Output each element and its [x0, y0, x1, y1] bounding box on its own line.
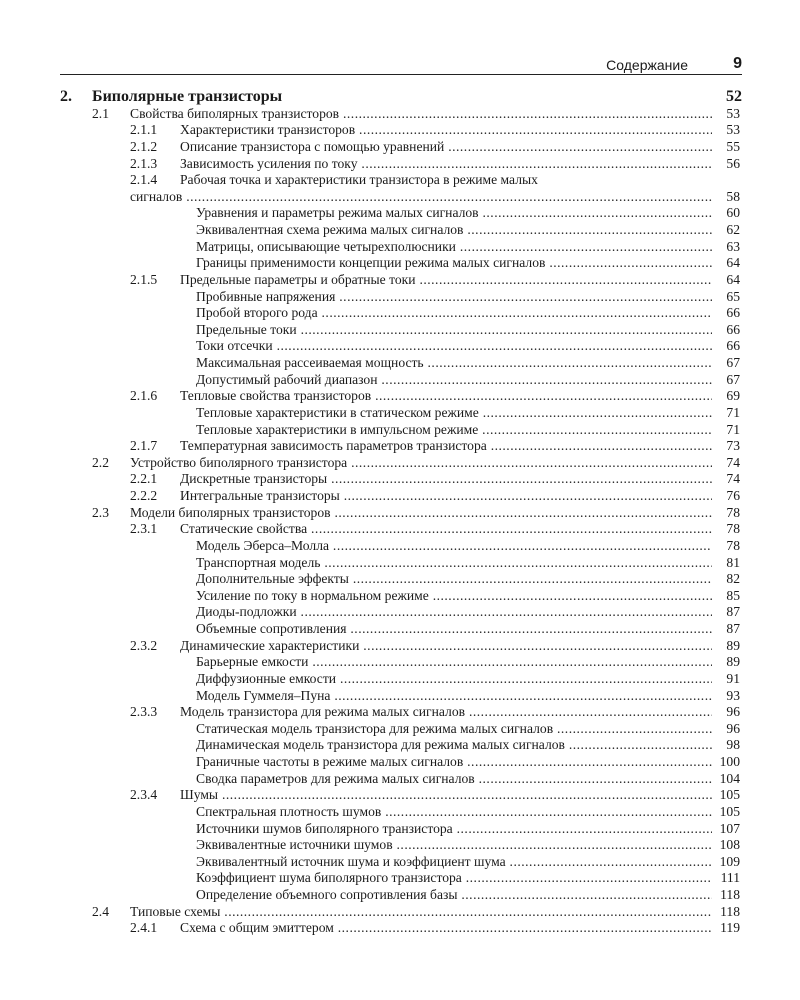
toc-page: 53 [726, 122, 740, 138]
toc-page: 104 [719, 770, 740, 786]
toc-entry[interactable] [0, 804, 800, 821]
toc-entry[interactable] [0, 172, 800, 189]
toc-title: Коэффициент шума биполярного транзистора ..... [196, 870, 712, 887]
toc-page: 64 [726, 271, 740, 287]
toc-entry-chapter[interactable] [0, 89, 800, 106]
toc-title: Эквивалентная схема режима малых сигналов ..... [196, 222, 712, 239]
toc-entry[interactable] [0, 588, 800, 605]
toc-title: Свойства биполярных транзисторов ..... [130, 106, 712, 123]
toc-page: 111 [720, 870, 740, 886]
toc-entry[interactable] [0, 638, 800, 655]
toc-entry[interactable] [0, 704, 800, 721]
toc-entry[interactable] [0, 604, 800, 621]
toc-page: 91 [726, 670, 740, 686]
toc-page: 67 [726, 371, 740, 387]
toc-title: Сводка параметров для режима малых сигналов ..... [196, 771, 712, 788]
page-number: 9 [733, 55, 742, 72]
toc-page: 66 [726, 321, 740, 337]
toc-page: 62 [726, 222, 740, 237]
toc-entry[interactable] [0, 521, 800, 538]
toc-title: Предельные параметры и обратные токи ..... [180, 272, 712, 289]
toc-title: Диоды-подложки ..... [196, 604, 712, 621]
toc-number: 2.2.2 [130, 488, 158, 503]
toc-number: 2.1.1 [130, 122, 158, 138]
toc-title: Шумы ..... [180, 787, 712, 804]
toc-page: 71 [726, 421, 740, 437]
toc-title: Зависимость усиления по току ..... [180, 156, 712, 173]
toc-page: 69 [726, 388, 740, 404]
toc-page: 53 [726, 105, 740, 121]
header-rule [60, 74, 742, 75]
toc-page: 67 [726, 355, 740, 370]
toc-title: Источники шумов биполярного транзистора ..... [196, 821, 712, 838]
toc-title: Температурная зависимость параметров транзистора ..... [180, 438, 712, 455]
toc-entry[interactable] [0, 272, 800, 289]
toc-entry[interactable] [0, 920, 800, 937]
toc-entry[interactable] [0, 737, 800, 754]
toc-title: Объемные сопротивления ..... [196, 621, 712, 638]
toc-title: Типовые схемы ..... [130, 904, 712, 921]
toc-entry[interactable] [0, 821, 800, 838]
toc-title: Максимальная рассеиваемая мощность ..... [196, 355, 712, 372]
toc-title: Усиление по току в нормальном режиме ..... [196, 588, 712, 605]
toc-entry[interactable] [0, 355, 800, 372]
toc-title: Матрицы, описывающие четырехполюсники ..... [196, 239, 712, 256]
toc-number: 2.3.1 [130, 521, 158, 537]
toc-page: 108 [719, 837, 740, 853]
toc-entry[interactable] [0, 721, 800, 738]
toc-page: 105 [719, 787, 740, 803]
toc-entry[interactable] [0, 904, 800, 921]
toc-title: Эквивалентный источник шума и коэффициент шума ..... [196, 854, 712, 871]
toc-number: 2.1.4 [130, 172, 158, 188]
toc-number: 2.2.1 [130, 471, 158, 487]
toc-entry[interactable] [0, 688, 800, 705]
toc-page: 96 [726, 704, 740, 720]
toc-title: Предельные токи ..... [196, 322, 712, 339]
toc-entry[interactable] [0, 156, 800, 173]
toc-title: Спектральная плотность шумов ..... [196, 804, 712, 821]
toc-entry[interactable] [0, 671, 800, 688]
toc-page: 71 [726, 404, 740, 420]
toc-page: 87 [726, 621, 740, 636]
toc-page: 118 [720, 887, 740, 902]
toc-entry[interactable] [0, 322, 800, 339]
toc-title: Статическая модель транзистора для режима малых сигналов ..... [196, 721, 712, 738]
toc-entry[interactable] [0, 754, 800, 771]
toc-title: Интегральные транзисторы ..... [180, 488, 712, 505]
toc-page: 74 [726, 454, 740, 470]
toc-page: 74 [726, 471, 740, 487]
toc-title: Динамические характеристики ..... [180, 638, 712, 655]
toc-title: Тепловые характеристики в импульсном режиме ..... [196, 422, 712, 439]
toc-page: 96 [726, 720, 740, 736]
toc-title: Модель Гуммеля–Пуна ..... [196, 688, 712, 705]
toc-entry[interactable] [0, 388, 800, 405]
toc-entry[interactable] [0, 854, 800, 871]
toc-entry[interactable] [0, 771, 800, 788]
toc-title: Характеристики транзисторов ..... [180, 122, 712, 139]
toc-number: 2.4 [92, 903, 109, 919]
toc-entry[interactable] [0, 405, 800, 422]
toc-entry[interactable] [0, 106, 800, 123]
toc-title: Барьерные емкости ..... [196, 654, 712, 671]
toc-page: 55 [726, 138, 740, 154]
toc-page: 119 [720, 920, 740, 936]
toc-entry[interactable] [0, 139, 800, 156]
toc-page: 107 [719, 820, 740, 836]
running-header [60, 55, 742, 73]
toc-page: 73 [726, 438, 740, 454]
toc-title: Тепловые свойства транзисторов ..... [180, 388, 712, 405]
toc-entry[interactable] [0, 422, 800, 439]
toc-entry[interactable] [0, 488, 800, 505]
toc-entry[interactable] [0, 887, 800, 904]
toc-entry-continuation[interactable] [0, 189, 800, 206]
toc-number: 2.1.6 [130, 388, 158, 404]
toc-page: 109 [719, 853, 740, 869]
toc-page: 81 [726, 554, 740, 570]
toc-title: Пробивные напряжения ..... [196, 289, 712, 306]
toc-page: 98 [726, 737, 740, 753]
toc-page: 58 [726, 188, 740, 204]
running-header-section: Содержание [606, 57, 688, 73]
toc-page: 66 [726, 338, 740, 354]
toc-title: Дополнительные эффекты ..... [196, 571, 712, 588]
toc-entry[interactable] [0, 122, 800, 139]
toc-page: 118 [720, 903, 740, 919]
toc-entry[interactable] [0, 372, 800, 389]
toc-page: 85 [726, 587, 740, 603]
toc-number: 2.1.2 [130, 138, 158, 154]
toc-title: Устройство биполярного транзистора ..... [130, 455, 712, 472]
toc-page: 82 [726, 571, 740, 587]
toc-entry[interactable] [0, 505, 800, 522]
toc-entry[interactable] [0, 438, 800, 455]
toc-entry[interactable] [0, 787, 800, 804]
toc-page: 60 [726, 205, 740, 221]
toc-page: 66 [726, 305, 740, 321]
toc-title: Транспортная модель ..... [196, 555, 712, 572]
table-of-contents [0, 89, 800, 937]
toc-title: Эквивалентные источники шумов ..... [196, 837, 712, 854]
toc-page: 65 [726, 288, 740, 304]
toc-page: 52 [726, 88, 742, 105]
toc-entry[interactable] [0, 222, 800, 239]
toc-entry[interactable] [0, 305, 800, 322]
toc-page: 87 [726, 604, 740, 620]
toc-number: 2.1.3 [130, 155, 158, 171]
toc-entry[interactable] [0, 239, 800, 256]
toc-page: 89 [726, 654, 740, 670]
toc-page: 100 [719, 754, 740, 769]
toc-page: 64 [726, 255, 740, 271]
toc-number: 2.3.3 [130, 704, 158, 720]
toc-title: Модели биполярных транзисторов ..... [130, 505, 712, 522]
toc-entry[interactable] [0, 455, 800, 472]
toc-page: 78 [726, 521, 740, 537]
toc-entry[interactable] [0, 255, 800, 272]
toc-title: Границы применимости концепции режима малых сигналов ..... [196, 255, 712, 272]
toc-number: 2.2 [92, 454, 109, 470]
toc-title: Описание транзистора с помощью уравнений ..... [180, 139, 712, 156]
toc-entry[interactable] [0, 289, 800, 306]
toc-page: 56 [726, 155, 740, 171]
toc-entry[interactable] [0, 555, 800, 572]
toc-number: 2. [60, 88, 72, 105]
toc-page: 89 [726, 637, 740, 653]
toc-page: 76 [726, 488, 740, 503]
toc-entry[interactable] [0, 338, 800, 355]
toc-title: Токи отсечки ..... [196, 338, 712, 355]
toc-title: Пробой второго рода ..... [196, 305, 712, 322]
toc-entry[interactable] [0, 205, 800, 222]
toc-page: 63 [726, 238, 740, 254]
toc-entry[interactable] [0, 870, 800, 887]
toc-title: Биполярные транзисторы [92, 89, 283, 105]
toc-title: Граничные частоты в режиме малых сигналов ..... [196, 754, 712, 771]
toc-title: Тепловые характеристики в статическом режиме ..... [196, 405, 712, 422]
toc-title: сигналов ..... [130, 189, 712, 206]
toc-page: 78 [726, 504, 740, 520]
toc-title: Диффузионные емкости ..... [196, 671, 712, 688]
toc-number: 2.3 [92, 504, 109, 520]
toc-number: 2.3.2 [130, 637, 158, 653]
toc-entry[interactable] [0, 571, 800, 588]
toc-title: Допустимый рабочий диапазон ..... [196, 372, 712, 389]
toc-entry[interactable] [0, 621, 800, 638]
toc-page: 93 [726, 687, 740, 703]
toc-number: 2.1 [92, 105, 109, 121]
toc-number: 2.1.5 [130, 271, 158, 287]
toc-title: Дискретные транзисторы ..... [180, 471, 712, 488]
toc-entry[interactable] [0, 471, 800, 488]
toc-page: 78 [726, 537, 740, 553]
toc-title: Статические свойства ..... [180, 521, 712, 538]
toc-number: 2.1.7 [130, 438, 158, 454]
toc-title: Определение объемного сопротивления базы ..... [196, 887, 712, 904]
toc-title: Модель Эберса–Молла ..... [196, 538, 712, 555]
toc-number: 2.3.4 [130, 787, 158, 803]
toc-title: Уравнения и параметры режима малых сигналов ..... [196, 205, 712, 222]
toc-entry[interactable] [0, 538, 800, 555]
toc-entry[interactable] [0, 837, 800, 854]
toc-number: 2.4.1 [130, 920, 158, 936]
toc-title: Динамическая модель транзистора для режима малых сигналов ..... [196, 737, 712, 754]
toc-page: 105 [719, 803, 740, 819]
toc-title: Модель транзистора для режима малых сигналов ..... [180, 704, 712, 721]
toc-title: Рабочая точка и характеристики транзистора в режиме малых [180, 172, 538, 188]
toc-entry[interactable] [0, 654, 800, 671]
toc-title: Схема с общим эмиттером ..... [180, 920, 712, 937]
